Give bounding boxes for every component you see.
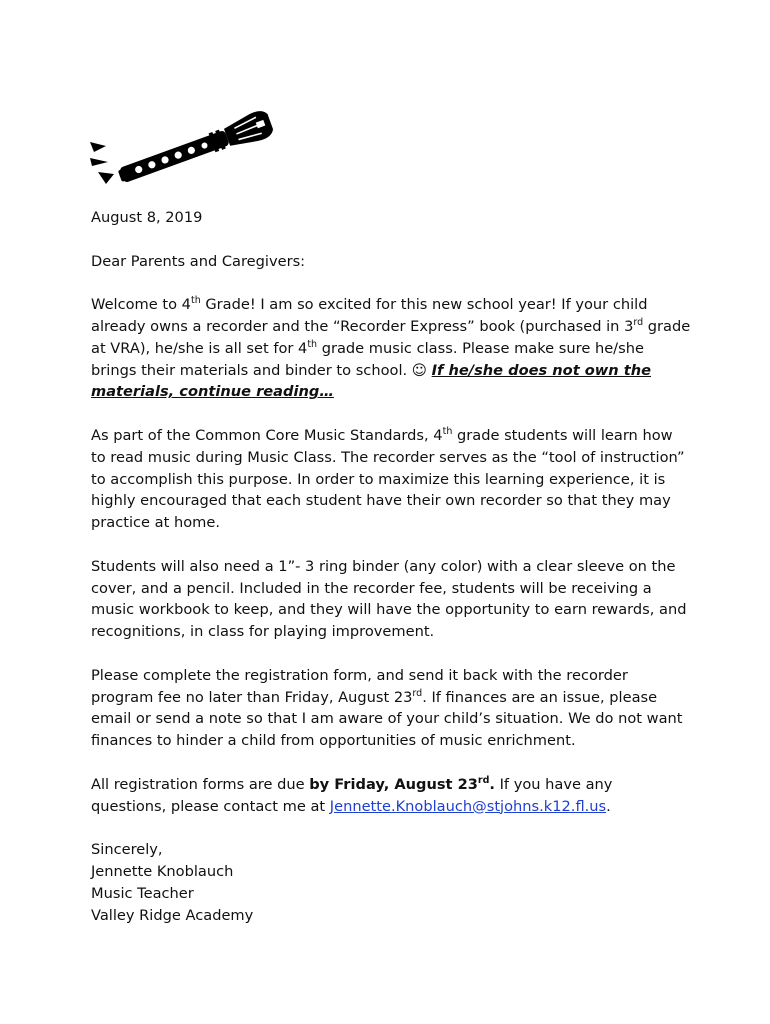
paragraph-registration: Please complete the registration form, and send it back with the recorder program fee no later than Friday, August 23rd. If finances are an issue, please email or send a note so that I am aware of your child’s situation. We do not want finances to hinder a child from opportunities of music enrichment. [91, 666, 683, 750]
signature-block [91, 839, 691, 926]
signer-school: Valley Ridge Academy [91, 906, 254, 924]
closing: Sincerely, [91, 841, 163, 859]
paragraph-welcome: Welcome to 4th Grade! I am so excited for this new school year! If your child already owns a recorder and the “Recorder Express” book (purchased in 3rd grade at VRA), he/she is all set for 4th grade music class. Please make sure he/she brings their materials and binder to school. ☺ If he/she does not own the materials, continue reading… [91, 295, 691, 401]
letter-date: August 8, 2019 [91, 209, 203, 226]
letter-body [91, 207, 691, 926]
continue-reading-note: If he/she does not own the materials, continue reading… [91, 361, 652, 401]
salutation: Dear Parents and Caregivers: [91, 252, 306, 270]
signer-title: Music Teacher [91, 884, 194, 902]
recorder-flute-icon [84, 86, 274, 188]
deadline-text: by Friday, August 23rd. [309, 774, 495, 793]
signer-name: Jennette Knoblauch [91, 862, 234, 880]
paragraph-supplies: Students will also need a 1”- 3 ring binder (any color) with a clear sleeve on the cover, and a pencil. Included in the recorder fee, students will be receiving a music workbook to keep, and they will have the opportunity to earn rewards, and recognitions, in class for playing improvement. [91, 557, 687, 641]
paragraph-deadline: All registration forms are due by Friday, August 23rd. If you have any questions, please contact me at Jennette.Knoblauch@stjohns.k12.fl.us. [91, 774, 613, 815]
teacher-email-link[interactable]: Jennette.Knoblauch@stjohns.k12.fl.us [329, 797, 607, 815]
paragraph-standards: As part of the Common Core Music Standards, 4th grade students will learn how to read music during Music Class. The recorder serves as the “tool of instruction” to accomplish this purpose. In order to maximize this learning experience, it is highly encouraged that each student have their own recorder so that they may practice at home. [91, 426, 685, 532]
